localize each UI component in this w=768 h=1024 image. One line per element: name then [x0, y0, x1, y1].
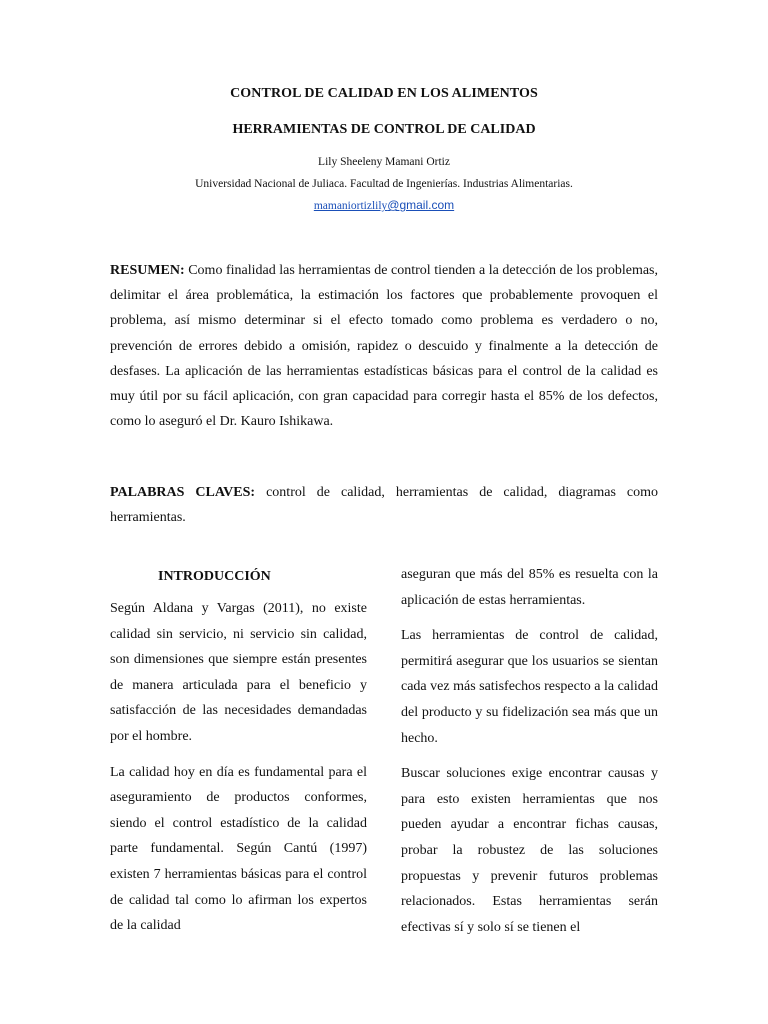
author-name: Lily Sheeleny Mamani Ortiz	[318, 156, 450, 168]
paper-subtitle: HERRAMIENTAS DE CONTROL DE CALIDAD	[232, 122, 536, 137]
right-column	[401, 562, 658, 940]
paper-title: CONTROL DE CALIDAD EN LOS ALIMENTOS	[230, 86, 538, 101]
abstract-text: Como finalidad las herramientas de control tienden a la detección de los problemas, delimitar el área problemática, la estimación los factores que probablemente provoquen el problema, así mismo determinar si el efecto tomado como problema es verdadero o no, prevención de errores debido a omisión, rapidez o descuido y finalmente a la detección de desfases. La aplicación de las herramientas estadísticas básicas para el control de la calidad es muy útil por su fácil aplicación, con gran capacidad para corregir hasta el 85% de los defectos, como lo aseguró el Dr. Kauro Ishikawa.	[110, 263, 658, 430]
right-paragraph-2: Las herramientas de control de calidad, permitirá asegurar que los usuarios se sientan cada vez más satisfechos respecto a la calidad del producto y su fidelización sea más que un hecho.	[401, 628, 658, 746]
email-link[interactable]	[314, 200, 454, 212]
keywords	[110, 480, 658, 530]
author-affiliation: Universidad Nacional de Juliaca. Facultad de Ingenierías. Industrias Alimentarias.	[195, 178, 573, 190]
author-email	[0, 198, 768, 212]
keywords-text: control de calidad, herramientas de calidad, diagramas como herramientas.	[110, 485, 658, 526]
keywords-label: PALABRAS CLAVES:	[110, 485, 256, 500]
abstract-label: RESUMEN:	[110, 263, 185, 278]
right-paragraph-1: aseguran que más del 85% es resuelta con la aplicación de estas herramientas.	[401, 567, 658, 608]
email-user: mamaniortizlily	[313, 200, 388, 212]
abstract	[110, 258, 658, 434]
right-paragraph-3: Buscar soluciones exige encontrar causas y para esto existen herramientas que nos pueden ayudar a encontrar fichas causas, probar la robustez de las soluciones propuestas y prevenir futuros problemas relacionados. Estas herramientas serán efectivas sí y solo sí se tienen el	[401, 766, 658, 935]
section-heading-introduccion: INTRODUCCIÓN	[158, 569, 271, 584]
email-domain: @gmail.com	[387, 198, 455, 212]
left-paragraph-1: Según Aldana y Vargas (2011), no existe calidad sin servicio, ni servicio sin calidad, son dimensiones que siempre están presentes de manera articulada para el beneficio y satisfacción de las necesidades demandadas por el hombre.	[110, 601, 367, 744]
left-paragraph-2: La calidad hoy en día es fundamental para el aseguramiento de productos conformes, siendo el control estadístico de la calidad parte fundamental. Según Cantú (1997) existen 7 herramientas básicas para el control de calidad tal como lo afirman los expertos de la calidad	[110, 764, 367, 934]
left-column	[110, 562, 367, 939]
